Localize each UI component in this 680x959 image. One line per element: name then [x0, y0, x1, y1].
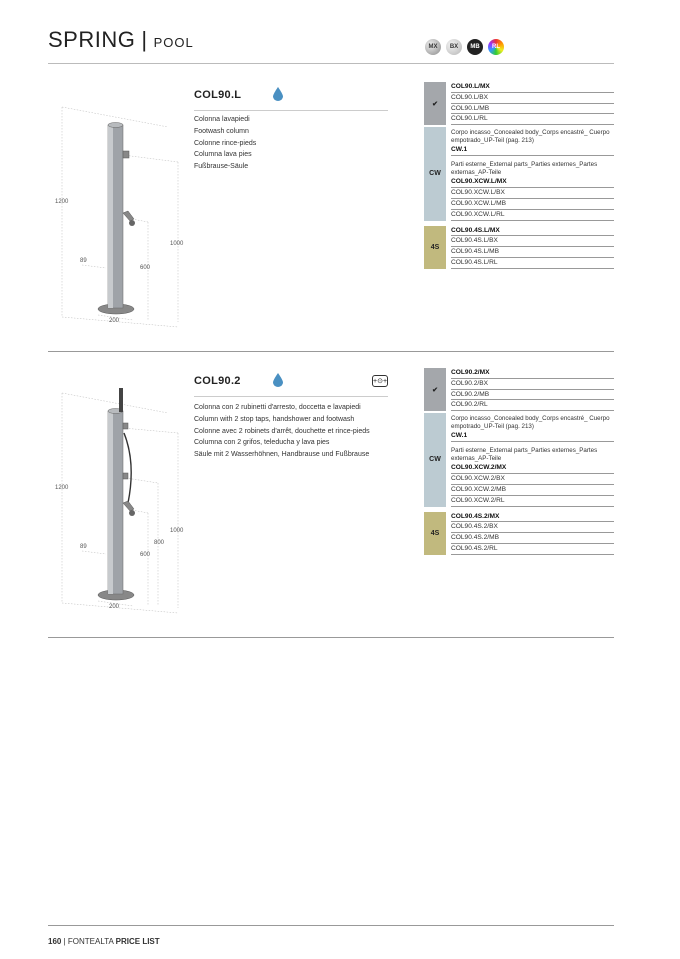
page-footer — [48, 937, 160, 946]
product-col90-l — [48, 67, 614, 352]
code-row: COL90.XCW.L/RL — [451, 210, 614, 221]
section-title: SPRING — [48, 27, 136, 52]
code-row: COL90.L/RL — [451, 114, 614, 125]
water-drop-icon — [273, 87, 283, 101]
dim-600: 600 — [140, 552, 151, 558]
codeblock-4s — [424, 226, 614, 269]
desc-fr: Colonne avec 2 robinets d'arrêt, douchette et rince-pieds — [194, 427, 370, 435]
desc-de: Säule mit 2 Wasserhöhnen, Handbrause und Fußbrause — [194, 451, 370, 459]
product-divider — [48, 351, 614, 352]
code-row: COL90.XCW.2/MB — [451, 485, 614, 496]
product-name: COL90.2 — [194, 375, 241, 387]
codeblock-cw — [424, 127, 614, 220]
dim-base: 200 — [109, 318, 120, 324]
footer-doc: PRICE LIST — [115, 937, 160, 946]
finish-legend — [425, 39, 504, 55]
code-row: COL90.XCW.2/BX — [451, 474, 614, 485]
dim-total-height: 1200 — [55, 485, 69, 491]
product-name: COL90.L — [194, 89, 242, 101]
water-drop-icon — [273, 373, 283, 387]
product-divider — [48, 637, 614, 638]
4s-tag: 4S — [424, 226, 446, 269]
desc-it: Colonna lavapiedi — [194, 116, 250, 123]
codeblock-4s — [424, 512, 614, 555]
check-tag: ✔ — [424, 82, 446, 125]
code-row: COL90.4S.L/RL — [451, 258, 614, 269]
codeblock-cw — [424, 413, 614, 506]
product-drawing — [48, 353, 188, 638]
cw-tag: CW — [424, 413, 446, 506]
product-descriptions — [194, 403, 388, 462]
code-row: COL90.4S.2/MX — [451, 512, 614, 523]
header-divider — [48, 63, 614, 64]
code-row: COL90.XCW.2/RL — [451, 496, 614, 507]
product-drawing — [48, 67, 188, 352]
code-table — [424, 368, 614, 555]
code-row: COL90.XCW.L/MB — [451, 199, 614, 210]
cw-note-external: Parti esterne_External parts_Parties externes_Partes externas_AP-Teile — [451, 161, 598, 176]
dim-600: 600 — [140, 265, 151, 271]
product-col90-2 — [48, 353, 614, 638]
code-row: COL90.L/BX — [451, 93, 614, 104]
code-table — [424, 82, 614, 269]
code-row: COL90.2/MB — [451, 390, 614, 401]
codeblock-standard — [424, 368, 614, 411]
code-row: COL90.2/RL — [451, 400, 614, 411]
page-number: 160 — [48, 937, 62, 946]
code-row: COL90.L/MB — [451, 104, 614, 115]
finish-bx-swatch: BX — [446, 39, 462, 55]
finish-rl-swatch: RL — [488, 39, 504, 55]
desc-es: Columna con 2 grifos, teleducha y lava pies — [194, 439, 330, 447]
desc-fr: Colonne rince-pieds — [194, 139, 257, 147]
4s-tag: 4S — [424, 512, 446, 555]
finish-mx-swatch: MX — [425, 39, 441, 55]
desc-it: Colonna con 2 rubinetti d'arresto, doccetta e lavapiedi — [194, 404, 361, 411]
desc-es: Columna lava pies — [194, 151, 252, 159]
code-row: COL90.4S.2/RL — [451, 544, 614, 555]
desc-en: Footwash column — [194, 127, 249, 135]
check-tag: ✔ — [424, 368, 446, 411]
code-row: COL90.4S.L/BX — [451, 236, 614, 247]
cw-code: CW.1 — [451, 145, 614, 156]
code-row: COL90.4S.2/BX — [451, 522, 614, 533]
code-row: COL90.XCW.L/BX — [451, 188, 614, 199]
code-row: COL90.4S.L/MX — [451, 226, 614, 237]
dim-offset: 89 — [80, 258, 87, 264]
product-descriptions — [194, 115, 388, 174]
dim-base: 200 — [109, 604, 120, 610]
title-separator: | — [141, 27, 148, 52]
dim-total-height: 1200 — [55, 199, 69, 205]
cw-tag: CW — [424, 127, 446, 220]
dim-1000: 1000 — [170, 241, 184, 247]
cw-note-external: Parti esterne_External parts_Parties externes_Partes externas_AP-Teile — [451, 447, 598, 462]
code-row: COL90.2/BX — [451, 379, 614, 390]
footer-divider — [48, 925, 614, 926]
code-row: COL90.4S.2/MB — [451, 533, 614, 544]
name-underline — [194, 110, 388, 111]
footer-brand: FONTEALTA — [67, 937, 114, 946]
code-row: COL90.XCW.L/MX — [451, 177, 614, 188]
cw-note-concealed: Corpo incasso_Concealed body_Corps encastré_ Cuerpo empotrado_UP-Teil (pag. 213) — [451, 415, 610, 430]
cw-code: CW.1 — [451, 431, 614, 442]
page-title — [48, 27, 194, 53]
section-subtitle: POOL — [153, 35, 194, 50]
finish-mb-swatch: MB — [467, 39, 483, 55]
name-underline — [194, 396, 388, 397]
code-row: COL90.XCW.2/MX — [451, 463, 614, 474]
code-row: COL90.L/MX — [451, 82, 614, 93]
dim-1000: 1000 — [170, 528, 184, 534]
stop-tap-icon: +⊙+ — [372, 375, 388, 387]
dim-offset: 89 — [80, 544, 87, 550]
desc-de: Fußbrause-Säule — [194, 163, 249, 171]
code-row: COL90.4S.L/MB — [451, 247, 614, 258]
dim-800: 800 — [154, 540, 165, 546]
code-row: COL90.2/MX — [451, 368, 614, 379]
codeblock-standard — [424, 82, 614, 125]
cw-note-concealed: Corpo incasso_Concealed body_Corps encastré_ Cuerpo empotrado_UP-Teil (pag. 213) — [451, 129, 610, 144]
footer-separator: | — [63, 937, 66, 946]
desc-en: Column with 2 stop taps, handshower and footwash — [194, 415, 355, 423]
